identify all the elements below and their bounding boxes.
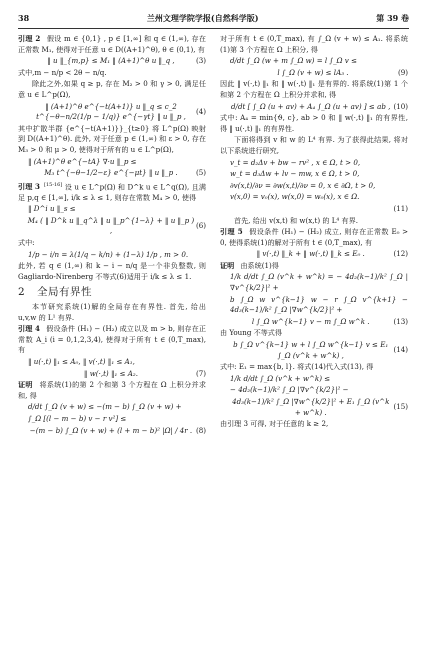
equation-8-line1: d/dt ∫_Ω (v + w) ≤ −(m − b) ∫_Ω (v + w) + (28, 402, 182, 412)
equation-10 (220, 102, 408, 113)
equation-6-expr: M₄ ( ‖ D^k u ‖_q^λ ‖ u ‖_p^{1−λ} + ‖ u ‖_p ) , (27, 215, 195, 236)
equation-9-expr: l ∫_Ω (v + w) ≤ lA₃ . (277, 67, 349, 77)
right-column (220, 34, 408, 431)
equation-9 (220, 68, 408, 79)
paragraph-after-6: 此外, 若 q ∈ (1,∞) 和 k − i − n/q 是一个非负整数, 则 Gagliardo-Nirenberg 不等式(6)适用于 i/k ≤ λ ≤ 1. (18, 261, 206, 281)
lemma5-title: 引理 5 (220, 227, 243, 237)
equation-12 (220, 249, 408, 260)
equation-7-expr: ‖ w(·,t) ‖₁ ≤ A₂. (83, 368, 139, 378)
equation-6-line1: ‖ D^i u ‖_s ≤ (28, 204, 76, 214)
proof-paragraph-left (18, 380, 206, 401)
equation-4-expr: ‖ (A+1)^θ e^{−t(A+1)} u ‖_q ≤ c_2 t^{−θ−n/2(1/p − 1/q)} e^{−γt} ‖ u ‖_p , (36, 101, 186, 122)
equation-5-expr: M₃ t^{−θ−1/2−ε} e^{−μt} ‖ u ‖_p . (44, 168, 178, 178)
equation-6-condition: 式中: (18, 238, 35, 248)
equation-9-number: (9) (397, 67, 408, 77)
right-paragraph-6: 由 Young 不等式得 (220, 328, 282, 338)
equation-4 (18, 102, 206, 123)
equation-7-line1: ‖ u(·,t) ‖₁ ≤ A₀, ‖ v(·,t) ‖₁ ≤ A₁, (28, 356, 135, 366)
equation-3-condition: 式中,m − n/p < 2θ − n/q. (18, 67, 107, 77)
equation-15-expr: 4d₃(k−1)/k² ∫_Ω |∇w^{k/2}|² + E₁ ∫_Ω (v^k + w^k) . (232, 397, 390, 417)
equation-14-expr: b ∫_Ω v^{k−1} w + l ∫_Ω w^{k−1} v ≤ E₁ ∫_Ω (v^k + w^k) , (233, 340, 389, 360)
lemma5-text: 假设条件 (H₁) − (H₂) 成立, 则存在正常数 E₀ > 0, 使得系统(1)的解对于所有 t ∈ (0,T_max), 有 (220, 227, 409, 247)
equation-11-number: (11) (393, 203, 408, 213)
equation-10-expr: d/dt [ ∫_Ω (u + av) + A₄ ∫_Ω (u + av) ] ≤ ab , (231, 101, 391, 111)
equation-15-number: (15) (393, 402, 408, 412)
equation-3 (18, 56, 206, 67)
equation-9-line1: d/dt ∫_Ω (w + m ∫_Ω w) = l ∫_Ω v ≤ (230, 56, 358, 66)
left-column (18, 34, 206, 437)
right-paragraph-4: 下面将得到 v 和 w 的 L⁴ 有界. 为了获得此结果, 将对以下系统进行研究, (220, 135, 408, 155)
lemma5-paragraph (220, 227, 408, 248)
lemma2-text: 假设 m ∈ {0,1} , p ∈ [1,∞] 和 q ∈ (1,∞), 存在正常数 M₁, 使得对于任意 u ∈ D((A+1)^θ), θ ∈ (0,1), 有 (18, 34, 206, 54)
equation-12-expr: ‖ v(·,t) ‖_k + ‖ w(·,t) ‖_k ≤ E₀ . (256, 249, 365, 259)
equation-6-number: (6) (195, 221, 206, 231)
lemma4-paragraph (18, 324, 206, 356)
paragraph-after-4: 其中扩散半群 {e^{−t(A+1)}}_{t≥0} 将 L^p(Ω) 映射到 D((A+1)^θ). 此外, 对于任意 p ∈ (1,∞) 和 ε > 0, 存在 M₃ > 0 和 μ > 0, 使得对于所有的 u ∈ L^p(Ω), (18, 123, 206, 154)
right-paragraph-7: 式中: E₁ = max{b, l}. 将式(14)代入式(13), 得 (220, 362, 374, 372)
equation-5-number: (5) (195, 168, 206, 178)
system-line-1: v_t = d₂Δv + bw − rv² , x ∈ Ω, t > 0, (230, 157, 361, 167)
equation-7-number: (7) (195, 368, 206, 378)
proof-title-left: 证明 (18, 380, 33, 390)
volume-label: 第 39 卷 (376, 12, 409, 23)
equation-10-number: (10) (393, 101, 408, 111)
system-line-3: ∂v(x,t)/∂ν = ∂w(x,t)/∂ν = 0, x ∈ ∂Ω, t > 0, (230, 180, 376, 190)
equation-7 (18, 369, 206, 380)
lemma2-paragraph (18, 34, 206, 55)
right-paragraph-8: 由引理 3 可得, 对于任意的 k ≥ 2, (220, 419, 329, 429)
proof-text-left: 将系统(1)的第 2 个和第 3 个方程在 Ω 上积分并求和, 得 (18, 380, 207, 400)
system-line-4: v(x,0) = v₀(x), w(x,0) = w₀(x), x ∈ Ω. (230, 192, 360, 202)
equation-15 (220, 397, 408, 418)
section-number: 2 (18, 286, 26, 299)
page-number: 38 (18, 13, 30, 23)
equation-13-line1: 1/k d/dt ∫_Ω (v^k + w^k) = − 4d₂(k−1)/k² ∫_Ω |∇v^{k/2}|² + (230, 272, 408, 293)
paragraph-after-3: 除此之外,如果 q ≥ p, 存在 M₂ > 0 和 γ > 0, 满足任意 u ∈ L^p(Ω), (18, 79, 206, 99)
section-intro: 本节研究系统(1)解的全局存在有界性. 首先, 给出 u,v,w 的 L¹ 有界. (18, 302, 206, 322)
equation-13-line2: b ∫_Ω w v^{k−1} w − r ∫_Ω v^{k+1} − 4d₃(k−1)/k² ∫_Ω |∇w^{k/2}|² + (230, 294, 408, 315)
equation-14 (220, 340, 408, 361)
journal-title: 兰州文理学院学报(自然科学版) (146, 12, 259, 23)
right-paragraph-3: 式中: A₄ = min{ϑ, c}, ab > 0 和 ‖ w(·,t) ‖₁ 的有界性, 得 ‖ u(·,t) ‖₁ 的有界性. (220, 113, 408, 133)
section-heading (18, 287, 206, 298)
lemma3-paragraph (18, 180, 206, 204)
equation-15-line2: − 4d₂(k−1)/k² ∫_Ω |∇v^{k/2}|² − (230, 385, 349, 395)
equation-12-number: (12) (393, 249, 408, 259)
system-line-2: w_t = d₃Δw + lv − mw, x ∈ Ω, t > 0, (230, 169, 360, 179)
equation-11 (220, 204, 408, 215)
equation-14-number: (14) (393, 345, 408, 355)
section-title: 全局有界性 (37, 286, 93, 299)
lemma3-reference: [15-16] (44, 181, 63, 188)
lemma4-text: 假设条件 (H₁) − (H₂) 成立以及 m > b, 则存在正常数 A_i (i = 0,1,2,3,4), 使得对于所有 t ∈ (0,T_max), 有 (18, 324, 207, 355)
proof-text-right: 由系统(1)得 (240, 260, 279, 270)
equation-13-number: (13) (393, 316, 408, 326)
equation-5 (18, 168, 206, 179)
right-paragraph-1: 对于所有 t ∈ (0,T_max), 有 ∫_Ω (v + w) ≤ A₁. 将系统(1)第 3 个方程在 Ω 上积分, 得 (220, 34, 408, 54)
lemma2-title: 引理 2 (18, 34, 41, 43)
equation-6-fraction: 1/p − i/n = λ(1/q − k/n) + (1−λ) 1/p , m > 0. (28, 249, 189, 259)
right-paragraph-2: 因此 ‖ v(·,t) ‖₁ 和 ‖ w(·,t) ‖₁ 是有界的. 将系统(1)第 1 个和第 2 个方程在 Ω 上积分并求和, 得 (220, 79, 408, 99)
right-paragraph-5: 首先, 给出 v(x,t) 和 w(x,t) 的 L⁴ 有界. (234, 215, 358, 225)
lemma3-text: 设 u ∈ L^p(Ω) 和 D^k u ∈ L^q(Ω), 且满足 p,q ∈ [1,∞], i/k ≤ λ ≤ 1, 则存在常数 M₄ > 0, 使得 (18, 182, 207, 202)
equation-8-line2: ∫_Ω [(l − m − b) v − r v²] ≤ (28, 413, 127, 423)
proof-title-right: 证明 (220, 260, 235, 270)
page-header (18, 10, 409, 29)
equation-8 (18, 426, 206, 437)
equation-M3-line1: ‖ (A+1)^θ e^{−tA} ∇·u ‖_p ≤ (28, 156, 137, 166)
equation-6 (18, 216, 206, 237)
equation-3-expr: ‖ u ‖_{m,p} ≤ M₁ ‖ (A+1)^θ u ‖_q , (47, 56, 175, 66)
lemma3-title: 引理 3 (18, 182, 40, 192)
equation-13-expr: l ∫_Ω w^{k−1} v − m ∫_Ω w^k . (251, 316, 370, 326)
lemma4-title: 引理 4 (18, 324, 40, 334)
proof-paragraph-right (220, 261, 408, 272)
equation-4-number: (4) (195, 106, 206, 116)
equation-8-number: (8) (195, 425, 206, 435)
equation-13 (220, 317, 408, 328)
equation-8-expr: −(m − b) ∫_Ω (v + w) + (l + m − b)² |Ω| / 4r . (29, 425, 193, 435)
equation-15-line1: 1/k d/dt ∫_Ω (v^k + w^k) ≤ (230, 373, 331, 383)
equation-3-number: (3) (195, 56, 206, 66)
